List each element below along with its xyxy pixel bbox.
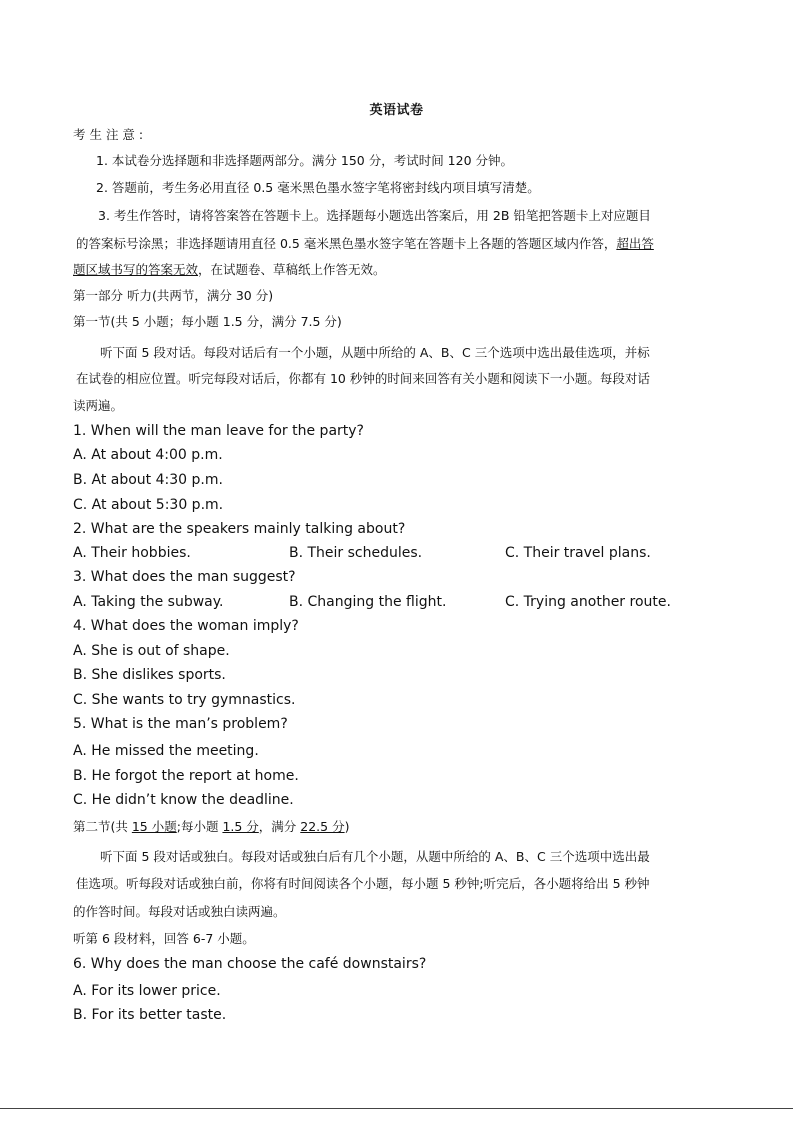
question-2-stem: 2. What are the speakers mainly talking about? <box>73 521 406 537</box>
section1-instructions-line-1: 听下面 5 段对话。每段对话后有一个小题，从题中所给的 A、B、C 三个选项中选出最佳选项，并标 <box>100 345 650 360</box>
notice-item-2: 2. 答题前，考生务必用直径 0.5 毫米黑色墨水签字笔将密封线内项目填写清楚。 <box>96 180 540 195</box>
question-1-option-b: B. At about 4:30 p.m. <box>73 472 223 488</box>
question-2-option-b: B. Their schedules. <box>289 545 423 561</box>
question-3-option-a: A. Taking the subway. <box>73 594 224 610</box>
section2-instructions-line-2: 佳选项。听每段对话或独白前，你将有时间阅读各个小题，每小题 5 秒钟;听完后，各小题将给出 5 秒钟 <box>76 876 650 891</box>
question-5-stem: 5. What is the man’s problem? <box>73 716 288 732</box>
section2-instructions-line-3: 的作答时间。每段对话或独白读两遍。 <box>73 904 286 919</box>
notice-item-3-text: ，在试题卷、草稿纸上作答无效。 <box>198 262 386 277</box>
question-5-option-a: A. He missed the meeting. <box>73 743 259 759</box>
section2-heading <box>73 819 349 835</box>
notice-item-3-line-1: 3. 考生作答时，请将答案答在答题卡上。选择题每小题选出答案后，用 2B 铅笔把答题卡上对应题目 <box>98 208 651 223</box>
notice-underlined-text: 超出答 <box>616 236 654 251</box>
notice-item-3-line-3 <box>73 262 386 278</box>
notice-item-3-line-2 <box>76 236 654 252</box>
material-6-heading: 听第 6 段材料，回答 6-7 小题。 <box>73 931 255 946</box>
question-1-option-c: C. At about 5:30 p.m. <box>73 497 224 513</box>
section2-heading-text: ，满分 <box>258 819 301 834</box>
question-3-option-c: C. Trying another route. <box>505 594 671 610</box>
question-6-option-b: B. For its better taste. <box>73 1007 227 1023</box>
section2-total-points: 22.5 分 <box>300 819 345 834</box>
page-bottom-divider <box>0 1108 793 1109</box>
section2-question-count: 15 小题 <box>131 819 177 834</box>
question-4-option-b: B. She dislikes sports. <box>73 667 226 683</box>
question-1-stem: 1. When will the man leave for the party? <box>73 423 364 439</box>
section2-instructions-line-1: 听下面 5 段对话或独白。每段对话或独白后有几个小题，从题中所给的 A、B、C 三个选项中选出最 <box>100 849 650 864</box>
question-6-stem: 6. Why does the man choose the café downstairs? <box>73 956 427 972</box>
notice-heading: 考 生 注 意 : <box>73 127 144 142</box>
question-6-option-a: A. For its lower price. <box>73 983 221 999</box>
question-2-option-a: A. Their hobbies. <box>73 545 191 561</box>
section1-instructions-line-3: 读两遍。 <box>73 398 124 413</box>
question-4-option-a: A. She is out of shape. <box>73 643 230 659</box>
section2-heading-text: 第二节(共 <box>73 819 132 834</box>
section2-heading-text: ;每小题 <box>176 819 223 834</box>
section1-instructions-line-2: 在试卷的相应位置。听完每段对话后，你都有 10 秒钟的时间来回答有关小题和阅读下一小题。每段对话 <box>76 371 650 386</box>
question-5-option-c: C. He didn’t know the deadline. <box>73 792 294 808</box>
question-1-option-a: A. At about 4:00 p.m. <box>73 447 223 463</box>
question-3-option-b: B. Changing the flight. <box>289 594 447 610</box>
section2-points-each: 1.5 分 <box>222 819 259 834</box>
part1-heading: 第一部分 听力(共两节，满分 30 分) <box>73 288 274 303</box>
notice-item-3-text: 的答案标号涂黑；非选择题请用直径 0.5 毫米黑色墨水签字笔在答题卡上各题的答题区域内作答， <box>76 236 617 251</box>
notice-underlined-text: 题区域书写的答案无效 <box>73 262 199 277</box>
question-2-option-c: C. Their travel plans. <box>505 545 651 561</box>
question-4-stem: 4. What does the woman imply? <box>73 618 299 634</box>
question-5-option-b: B. He forgot the report at home. <box>73 768 299 784</box>
section2-heading-text: ) <box>344 819 350 834</box>
section1-heading: 第一节(共 5 小题；每小题 1.5 分，满分 7.5 分) <box>73 314 342 329</box>
page-title: 英语试卷 <box>369 103 424 118</box>
question-4-option-c: C. She wants to try gymnastics. <box>73 692 296 708</box>
question-3-stem: 3. What does the man suggest? <box>73 569 296 585</box>
notice-item-1: 1. 本试卷分选择题和非选择题两部分。满分 150 分，考试时间 120 分钟。 <box>96 153 514 168</box>
